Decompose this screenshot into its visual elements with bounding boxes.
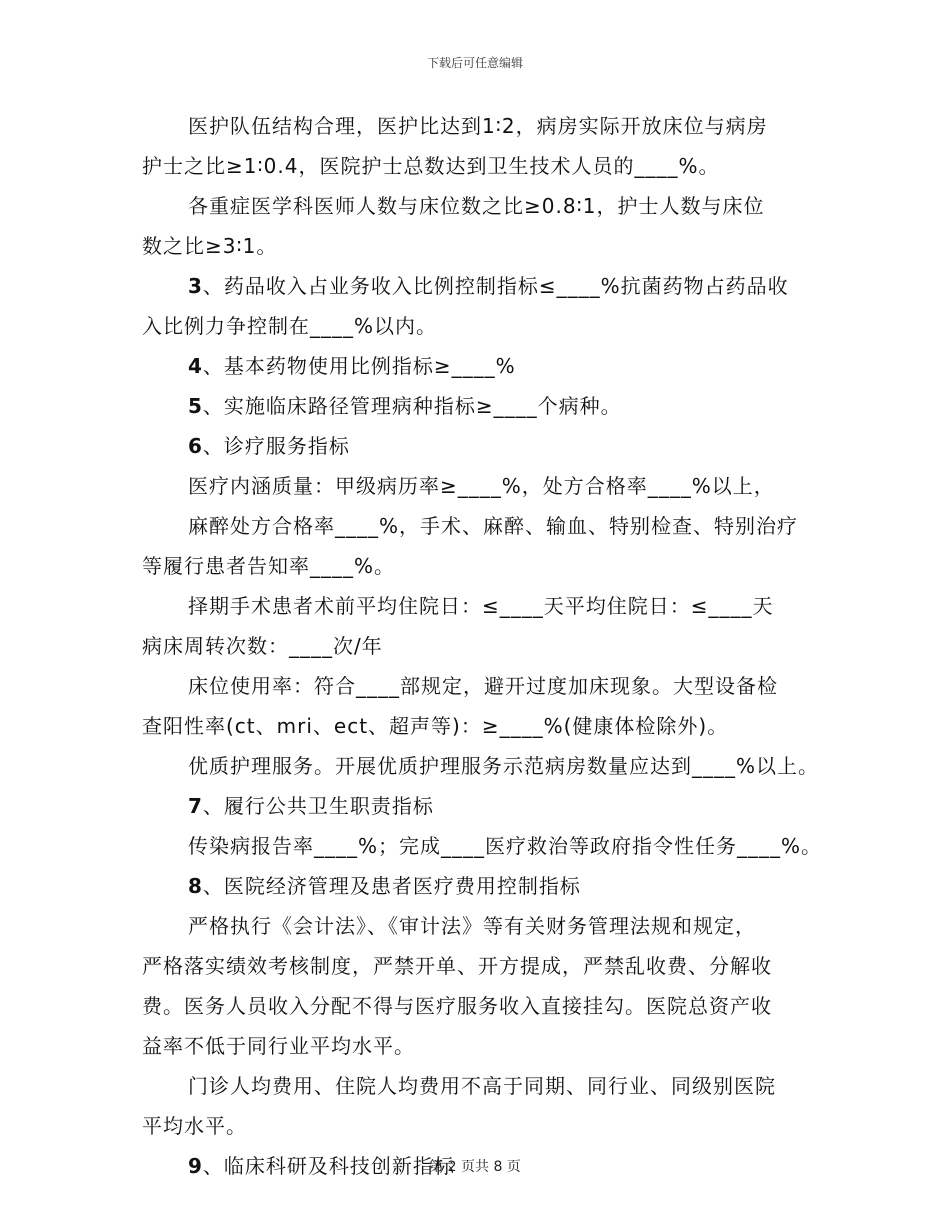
- line-text: 查阳性率(ct、mri、ect、超声等)：≥____%(健康体检除外)。: [142, 714, 729, 738]
- item-number: 6: [188, 434, 203, 458]
- paragraph-line: [142, 146, 842, 186]
- paragraph-line: [142, 346, 842, 386]
- paragraph-line: [142, 506, 842, 546]
- paragraph-line: [142, 306, 842, 346]
- line-text: 床位使用率：符合____部规定，避开过度加床现象。大型设备检: [188, 674, 778, 698]
- page-header: 下载后可任意编辑: [426, 56, 523, 70]
- line-text: 入比例力争控制在____%以内。: [142, 314, 438, 338]
- line-text: 平均水平。: [142, 1114, 247, 1138]
- line-text: 医疗内涵质量：甲级病历率≥____%，处方合格率____%以上，: [188, 474, 775, 498]
- line-text: 优质护理服务。开展优质护理服务示范病房数量应达到____%以上。: [188, 754, 820, 778]
- line-text: 数之比≥3∶1。: [142, 234, 278, 258]
- line-text: 各重症医学科医师人数与床位数之比≥0.8∶1，护士人数与床位: [188, 194, 765, 218]
- line-text: 益率不低于同行业平均水平。: [142, 1034, 415, 1058]
- line-text: 、医院经济管理及患者医疗费用控制指标: [202, 874, 581, 898]
- line-text: 、药品收入占业务收入比例控制指标≤____%抗菌药物占药品收: [202, 274, 789, 298]
- paragraph-line: [142, 906, 842, 946]
- line-text: 传染病报告率____%；完成____医疗救治等政府指令性任务____%。: [188, 834, 823, 858]
- paragraph-line: [142, 746, 842, 786]
- paragraph-line: [142, 826, 842, 866]
- line-text: 择期手术患者术前平均住院日：≤____天平均住院日：≤____天: [188, 594, 774, 618]
- paragraph-line: [142, 266, 842, 306]
- line-text: 、基本药物使用比例指标≥____%: [202, 354, 516, 378]
- item-number: 5: [188, 394, 203, 418]
- line-text: 、实施临床路径管理病种指标≥____个病种。: [202, 394, 622, 418]
- paragraph-line: [142, 666, 842, 706]
- paragraph-line: [142, 1106, 842, 1146]
- line-text: 病床周转次数：____次/年: [142, 634, 383, 658]
- paragraph-line: [142, 386, 842, 426]
- paragraph-line: [142, 866, 842, 906]
- paragraph-line: [142, 706, 842, 746]
- item-number: 8: [188, 874, 203, 898]
- line-text: 、履行公共卫生职责指标: [202, 794, 434, 818]
- paragraph-line: [142, 626, 842, 666]
- paragraph-line: [142, 946, 842, 986]
- paragraph-line: [142, 786, 842, 826]
- paragraph-line: [142, 1066, 842, 1106]
- paragraph-line: [142, 546, 842, 586]
- item-number: 4: [188, 354, 203, 378]
- paragraph-line: [142, 426, 842, 466]
- line-text: 、诊疗服务指标: [202, 434, 350, 458]
- page-footer: 第 2 页共 8 页: [429, 1159, 521, 1175]
- paragraph-line: [142, 106, 842, 146]
- line-text: 严格落实绩效考核制度，严禁开单、开方提成，严禁乱收费、分解收: [142, 954, 772, 978]
- line-text: 严格执行《会计法》、《审计法》等有关财务管理法规和规定，: [188, 914, 756, 938]
- line-text: 护士之比≥1∶0.4，医院护士总数达到卫生技术人员的____%。: [142, 154, 720, 178]
- item-number: 3: [188, 274, 203, 298]
- line-text: 等履行患者告知率____%。: [142, 554, 396, 578]
- line-text: 费。医务人员收入分配不得与医疗服务收入直接挂勾。医院总资产收: [142, 994, 772, 1018]
- paragraph-line: [142, 226, 842, 266]
- paragraph-line: [142, 986, 842, 1026]
- line-text: 麻醉处方合格率____%，手术、麻醉、输血、特别检查、特别治疗: [188, 514, 799, 538]
- paragraph-line: [142, 466, 842, 506]
- paragraph-line: [142, 1026, 842, 1066]
- line-text: 门诊人均费用、住院人均费用不高于同期、同行业、同级别医院: [188, 1074, 776, 1098]
- line-text: 、临床科研及科技创新指标: [202, 1154, 455, 1178]
- item-number: 9: [188, 1154, 203, 1178]
- paragraph-line: [142, 586, 842, 626]
- document-body: [142, 106, 842, 1186]
- paragraph-line: [142, 186, 842, 226]
- item-number: 7: [188, 794, 203, 818]
- line-text: 医护队伍结构合理，医护比达到1∶2，病房实际开放床位与病房: [188, 114, 768, 138]
